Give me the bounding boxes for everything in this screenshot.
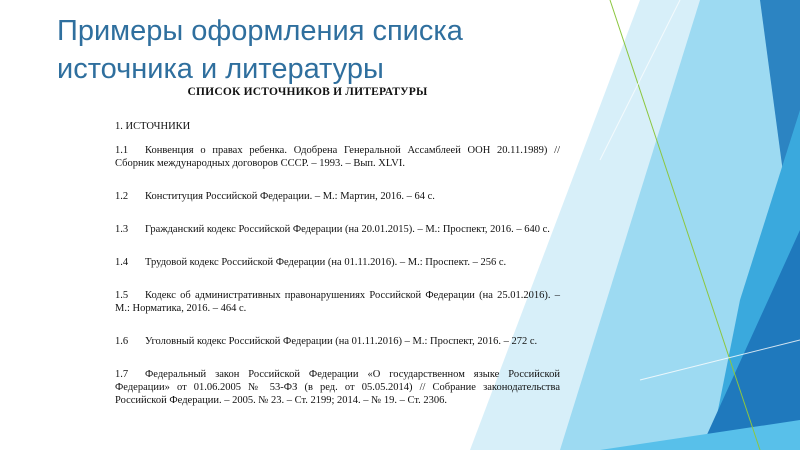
entry-text: Гражданский кодекс Российской Федерации (на 20.01.2015). – М.: Проспект, 2016. – 640 с. [145, 224, 550, 235]
entry-number: 1.1 [115, 145, 129, 156]
list-item [115, 335, 560, 348]
entry-number: 1.5 [115, 290, 129, 301]
entry-text: Федеральный закон Российской Федерации «О государственном языке Российской Федерации» от 01.06.2005 № 53-ФЗ (в ред. от 05.05.2014) // Собрание законодательства Российской Федерации. – 2005. № 23. – Ст. 2199; 2014. – № 19. – Ст. 2306. [115, 369, 560, 406]
list-item [115, 368, 560, 407]
entry-list [115, 144, 560, 407]
document-image [115, 86, 560, 427]
list-item [115, 190, 560, 203]
list-item [115, 144, 560, 170]
entry-number: 1.3 [115, 224, 129, 235]
entry-number: 1.4 [115, 257, 129, 268]
document-heading: СПИСОК ИСТОЧНИКОВ И ЛИТЕРАТУРЫ [187, 86, 428, 98]
entry-text: Конвенция о правах ребенка. Одобрена Генеральной Ассамблеей ООН 20.11.1989) // Сборник международных договоров СССР. – 1993. – Вып. XLVI. [115, 145, 560, 169]
list-item [115, 289, 560, 315]
entry-text: Уголовный кодекс Российской Федерации (на 01.11.2016) – М.: Проспект, 2016. – 272 с. [145, 336, 538, 347]
slide-title: Примеры оформления списка источника и литературы [57, 15, 463, 85]
entry-text: Кодекс об административных правонарушениях Российской Федерации (на 25.01.2016). – М.: Норматика, 2016. – 464 с. [115, 290, 560, 314]
entry-number: 1.2 [115, 191, 129, 202]
list-item [115, 256, 560, 269]
list-item [115, 223, 560, 236]
entry-text: Конституция Российской Федерации. – М.: Мартин, 2016. – 64 с. [145, 191, 435, 202]
entry-number: 1.7 [115, 369, 129, 380]
entry-text: Трудовой кодекс Российской Федерации (на 01.11.2016). – М.: Проспект. – 256 с. [145, 257, 507, 268]
entry-number: 1.6 [115, 336, 129, 347]
section-heading: 1. ИСТОЧНИКИ [115, 121, 191, 132]
